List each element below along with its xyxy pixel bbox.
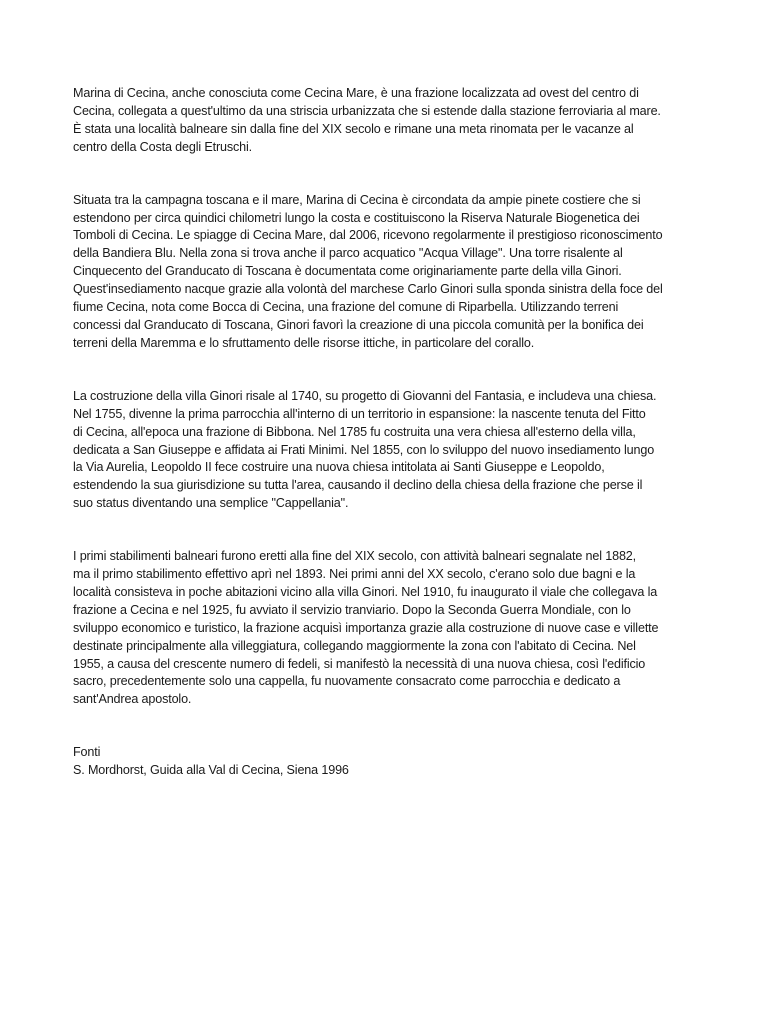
sources-section: [73, 744, 699, 780]
paragraph-geography: Situata tra la campagna toscana e il mare, Marina di Cecina è circondata da ampie pinete costiere che si estendono per circa quindici chilometri lungo la costa e costituiscono la Riserva Naturale Biogenetica dei Tomboli di Cecina. Le spiagge di Cecina Mare, dal 2006, ricevono regolarmente il prestigioso riconoscimento della Bandiera Blu. Nella zona si trova anche il parco acquatico "Acqua Village". Una torre risalente al Cinquecento del Granducato di Toscana è documentata come originariamente parte della villa Ginori. Quest'insediamento nacque grazie alla volontà del marchese Carlo Ginori sulla sponda sinistra della foce del fiume Cecina, nota come Bocca di Cecina, una frazione del comune di Riparbella. Utilizzando terreni concessi dal Granducato di Toscana, Ginori favorì la creazione di una piccola comunità per la bonifica dei terreni della Maremma e lo sfruttamento delle risorse ittiche, in particolare del corallo.: [73, 192, 663, 350]
paragraph-intro: Marina di Cecina, anche conosciuta come Cecina Mare, è una frazione localizzata ad ovest del centro di Cecina, collegata a quest'ultimo da una striscia urbanizzata che si estende dalla stazione ferroviaria al mare. È stata una località balneare sin dalla fine del XIX secolo e rimane una meta rinomata per le vacanze al centro della Costa degli Etruschi.: [73, 86, 661, 154]
source-item: S. Mordhorst, Guida alla Val di Cecina, Siena 1996: [73, 763, 349, 778]
document-page: [73, 85, 699, 780]
sources-heading: Fonti: [73, 745, 101, 760]
paragraph-bathing-history: I primi stabilimenti balneari furono eretti alla fine del XIX secolo, con attività balneari segnalate nel 1882, ma il primo stabilimento effettivo aprì nel 1893. Nei primi anni del XX secolo, c'erano solo due bagni e la località consisteva in poche abitazioni vicino alla villa Ginori. Nel 1910, fu inaugurato il viale che collegava la frazione a Cecina e nel 1925, fu avviato il servizio tranviario. Dopo la Seconda Guerra Mondiale, con lo sviluppo economico e turistico, la frazione acquisì importanza grazie alla costruzione di nuove case e villette destinate principalmente alla villeggiatura, collegando maggiormente la zona con l'abitato di Cecina. Nel 1955, a causa del crescente numero di fedeli, si manifestò la necessità di una nuova chiesa, così l'edificio sacro, precedentemente solo una cappella, fu nuovamente consacrato come parrocchia e dedicato a sant'Andrea apostolo.: [73, 549, 659, 707]
paragraph-villa-ginori: La costruzione della villa Ginori risale al 1740, su progetto di Giovanni del Fantasia, e includeva una chiesa. Nel 1755, divenne la prima parrocchia all'interno di un territorio in espansione: la nascente tenuta del Fitto di Cecina, all'epoca una frazione di Bibbona. Nel 1785 fu costruita una vera chiesa all'esterno della villa, dedicata a San Giuseppe e affidata ai Frati Minimi. Nel 1855, con lo sviluppo del nuovo insediamento lungo la Via Aurelia, Leopoldo II fece costruire una nuova chiesa intitolata ai Santi Giuseppe e Leopoldo, estendendo la sua giurisdizione su tutta l'area, causando il declino della chiesa della frazione che perse il suo status diventando una semplice "Cappellania".: [73, 388, 657, 511]
